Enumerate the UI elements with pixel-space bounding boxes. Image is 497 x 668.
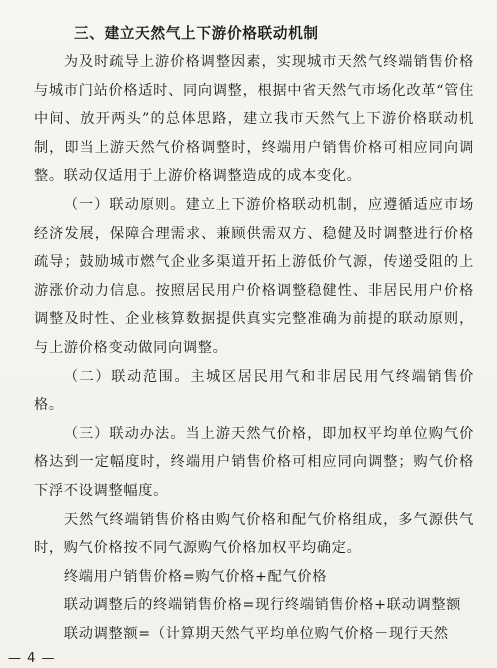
paragraph-principle: （一）联动原则。建立上下游价格联动机制，应遵循适应市场经济发展，保障合理需求、兼顾供需双方、稳健及时调整进行价格疏导；鼓励城市燃气企业多渠道开拓上游低价气源，传递受阻的上游涨价动力信息。按照居民用户价格调整稳健性、非居民用户价格调整及时性、企业核算数据提供真实完整准确为前提的联动原则，与上游价格变动做同向调整。: [34, 196, 474, 356]
formula-final-price: 终端用户销售价格=购气价格+配气价格: [63, 568, 328, 585]
paragraph-composition: 天然气终端销售价格由购气价格和配气价格组成，多气源供气时，购气价格按不同气源购气价格加权平均确定。: [34, 511, 474, 557]
page-number: — 4 —: [8, 651, 56, 666]
paragraph-intro: 为及时疏导上游价格调整因素，实现城市天然气终端销售价格与城市门站价格适时、同向调整，根据中省天然气市场化改革“管住中间、放开两头”的总体思路，建立我市天然气上下游价格联动机制，即当上游天然气价格调整时，终端用户销售价格可相应同向调整。联动仅适用于上游价格调整造成的成本变化。: [34, 54, 474, 185]
formula-adjusted-price: 联动调整后的终端销售价格=现行终端销售价格+联动调整额: [63, 597, 462, 614]
paragraph-scope: （二）联动范围。主城区居民用气和非居民用气终端销售价格。: [34, 368, 474, 414]
paragraph-method: （三）联动办法。当上游天然气价格，即加权平均单位购气价格达到一定幅度时，终端用户销售价格可相应同向调整；购气价格下浮不设调整幅度。: [34, 425, 474, 499]
document-body: [34, 20, 474, 648]
section-heading: 三、建立天然气上下游价格联动机制: [74, 25, 319, 42]
formula-adjustment-amount: 联动调整额=（计算期天然气平均单位购气价格－现行天然: [63, 625, 449, 642]
